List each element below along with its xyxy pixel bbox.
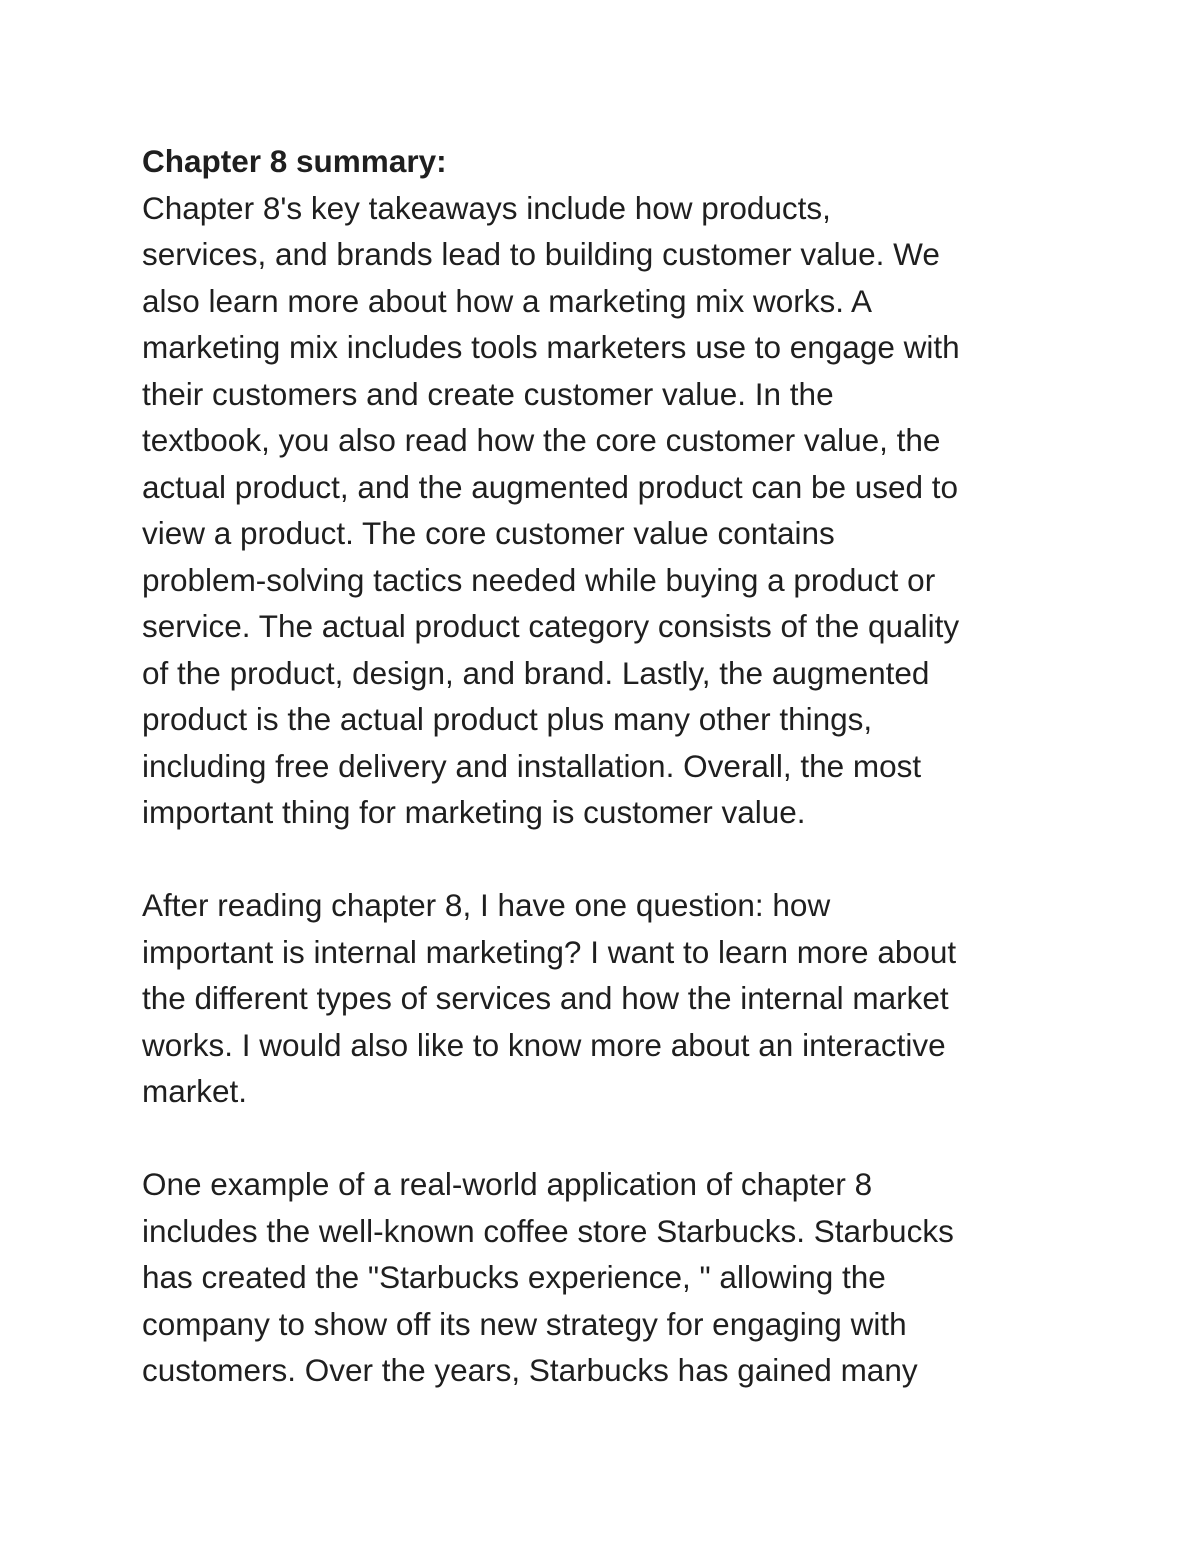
text-line: actual product, and the augmented product can be used to	[142, 468, 959, 505]
text-line: services, and brands lead to building customer value. We	[142, 236, 940, 272]
text-line: works. I would also like to know more about an interactive	[142, 1026, 946, 1063]
text-line: also learn more about how a marketing mix works. A	[142, 282, 873, 319]
text-line: Chapter 8's key takeaways include how products,	[142, 189, 831, 226]
text-line: important is internal marketing? I want to learn more about	[142, 933, 957, 970]
paragraph-summary	[142, 185, 1072, 836]
text-line: service. The actual product category consists of the quality	[142, 608, 960, 644]
paragraph-example	[142, 1161, 1072, 1394]
document-body	[142, 138, 1072, 1394]
text-line: including free delivery and installation. Overall, the most	[142, 747, 922, 784]
text-line: textbook, you also read how the core customer value, the	[142, 422, 941, 458]
text-line: view a product. The core customer value contains	[142, 515, 835, 551]
paragraph-question	[142, 882, 1072, 1115]
text-line: After reading chapter 8, I have one question: how	[142, 887, 831, 923]
text-line: marketing mix includes tools marketers use to engage with	[142, 329, 960, 365]
text-line: problem-solving tactics needed while buying a product or	[142, 561, 936, 598]
text-line: includes the well-known coffee store Starbucks. Starbucks	[142, 1212, 954, 1249]
chapter-heading: Chapter 8 summary:	[142, 143, 447, 179]
text-line: market.	[142, 1073, 248, 1109]
text-line: important thing for marketing is customer value.	[142, 794, 806, 830]
text-line: has created the "Starbucks experience, " allowing the	[142, 1259, 886, 1295]
text-line: the different types of services and how the internal market	[142, 980, 949, 1016]
text-line: of the product, design, and brand. Lastly, the augmented	[142, 654, 930, 691]
text-line: company to show off its new strategy for engaging with	[142, 1305, 907, 1342]
text-line: product is the actual product plus many other things,	[142, 701, 873, 737]
text-line: One example of a real-world application of chapter 8	[142, 1166, 873, 1202]
paragraph-spacer	[142, 836, 1072, 883]
text-line: their customers and create customer value. In the	[142, 375, 834, 412]
text-line: customers. Over the years, Starbucks has gained many	[142, 1352, 918, 1388]
paragraph-spacer	[142, 1115, 1072, 1162]
